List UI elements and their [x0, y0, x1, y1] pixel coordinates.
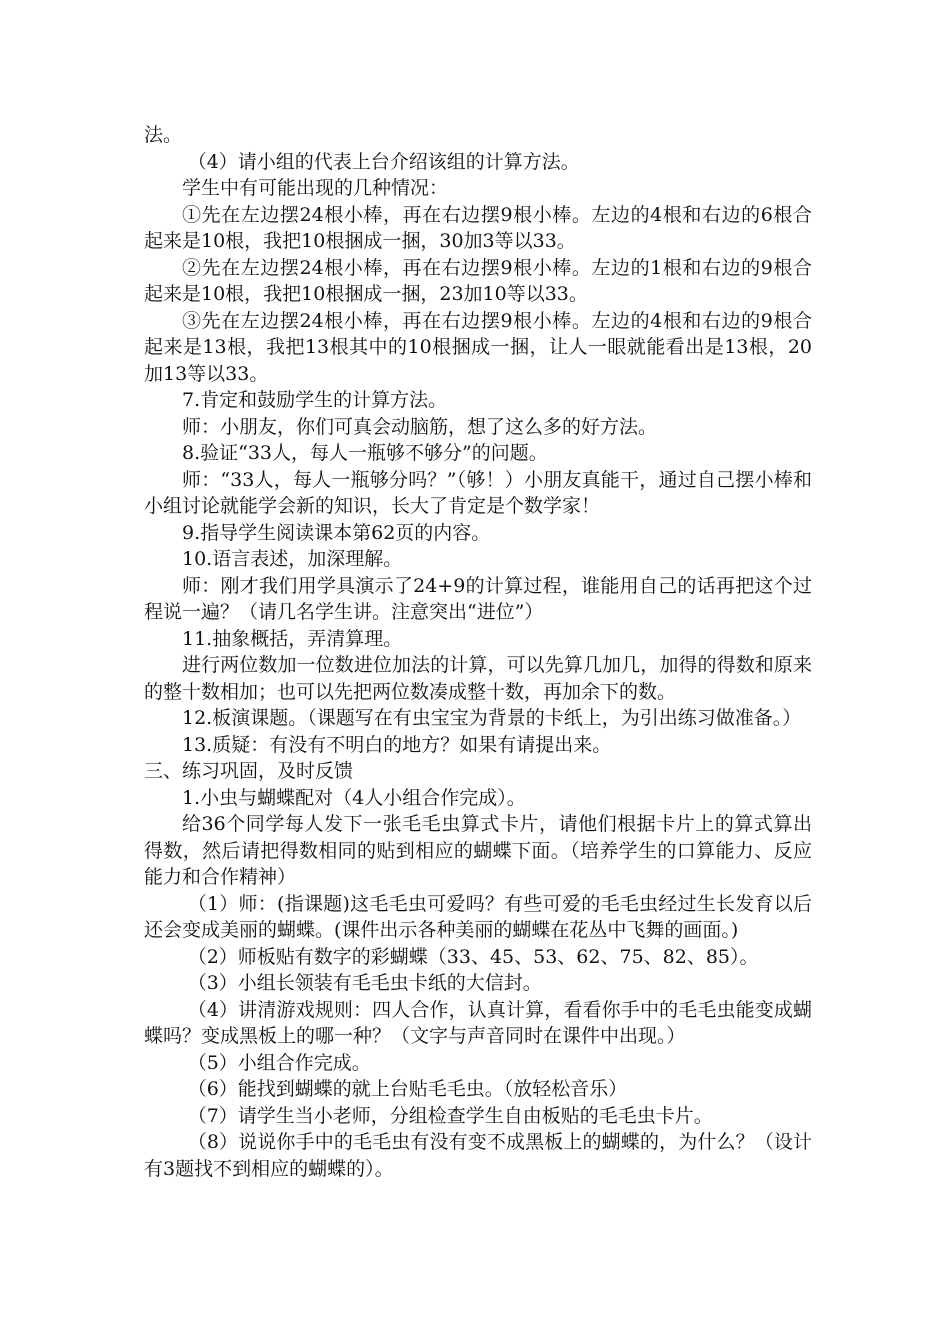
paragraph: 法。: [144, 124, 183, 146]
paragraph: 学生中有可能出现的几种情况：: [182, 177, 449, 199]
paragraph: 11.抽象概括，弄清算理。: [182, 627, 403, 650]
paragraph: ②先在左边摆24根小棒，再在右边摆9根小棒。左边的1根和右边的9根合起来是10根，我把10根捆成一捆，23加10等以33。: [144, 256, 812, 305]
paragraph: 12.板演课题。（课题写在有虫宝宝为背景的卡纸上，为引出练习做准备。）: [182, 707, 802, 729]
paragraph: 10.语言表述，加深理解。: [182, 548, 403, 570]
paragraph: 9.指导学生阅读课本第62页的内容。: [182, 521, 491, 544]
paragraph: （6）能找到蝴蝶的就上台贴毛毛虫。（放轻松音乐）: [187, 1078, 628, 1100]
paragraph: 7.肯定和鼓励学生的计算方法。: [182, 389, 448, 411]
paragraph: （1）师：(指课题)这毛毛虫可爱吗？有些可爱的毛毛虫经过生长发育以后还会变成美丽的蝴蝶。(课件出示各种美丽的蝴蝶在花丛中飞舞的画面。): [144, 892, 812, 941]
paragraph: ③先在左边摆24根小棒，再在右边摆9根小棒。左边的4根和右边的9根合起来是13根，我把13根其中的10根捆成一捆，让人一眼就能看出是13根，20加13等以33。: [144, 309, 812, 385]
paragraph: （8）说说你手中的毛毛虫有没有变不成黑板上的蝴蝶的，为什么？（设计有3题找不到相应的蝴蝶的）。: [144, 1131, 812, 1180]
paragraph: （3）小组长领装有毛毛虫卡纸的大信封。: [187, 972, 542, 994]
paragraph: 进行两位数加一位数进位加法的计算，可以先算几加几，加得的得数和原来的整十数相加；也可以先把两位数凑成整十数，再加余下的数。: [144, 654, 812, 703]
document-body: [144, 122, 812, 1182]
paragraph: （2）师板贴有数字的彩蝴蝶（33、45、53、62、75、82、85）。: [187, 945, 759, 968]
paragraph: ①先在左边摆24根小棒，再在右边摆9根小棒。左边的4根和右边的6根合起来是10根，我把10根捆成一捆，30加3等以33。: [144, 203, 812, 252]
paragraph: 给36个同学每人发下一张毛毛虫算式卡片，请他们根据卡片上的算式算出得数，然后请把得数相同的贴到相应的蝴蝶下面。（培养学生的口算能力、反应能力和合作精神）: [144, 813, 812, 888]
paragraph: （4）讲清游戏规则：四人合作，认真计算，看看你手中的毛毛虫能变成蝴蝶吗？变成黑板上的哪一种？（文字与声音同时在课件中出现。）: [144, 998, 812, 1047]
paragraph: 师：“33人，每人一瓶够分吗？”（够！）小朋友真能干，通过自己摆小棒和小组讨论就能学会新的知识，长大了肯定是个数学家！: [144, 468, 812, 517]
paragraph: （5）小组合作完成。: [187, 1051, 371, 1074]
paragraph: 13.质疑：有没有不明白的地方？如果有请提出来。: [182, 733, 612, 756]
paragraph: （7）请学生当小老师，分组检查学生自由板贴的毛毛虫卡片。: [187, 1104, 713, 1127]
paragraph: （4）请小组的代表上台介绍该组的计算方法。: [187, 150, 580, 173]
paragraph: 师：小朋友，你们可真会动脑筋，想了这么多的好方法。: [182, 415, 658, 438]
paragraph: 师：刚才我们用学具演示了24+9的计算过程，谁能用自己的话再把这个过程说一遍？（请几名学生讲。注意突出“进位”）: [144, 574, 812, 623]
paragraph: 1.小虫与蝴蝶配对（4人小组合作完成）。: [182, 786, 526, 809]
section-heading: 三、练习巩固，及时反馈: [144, 760, 354, 782]
paragraph: 8.验证“33人，每人一瓶够不够分”的问题。: [182, 442, 548, 464]
